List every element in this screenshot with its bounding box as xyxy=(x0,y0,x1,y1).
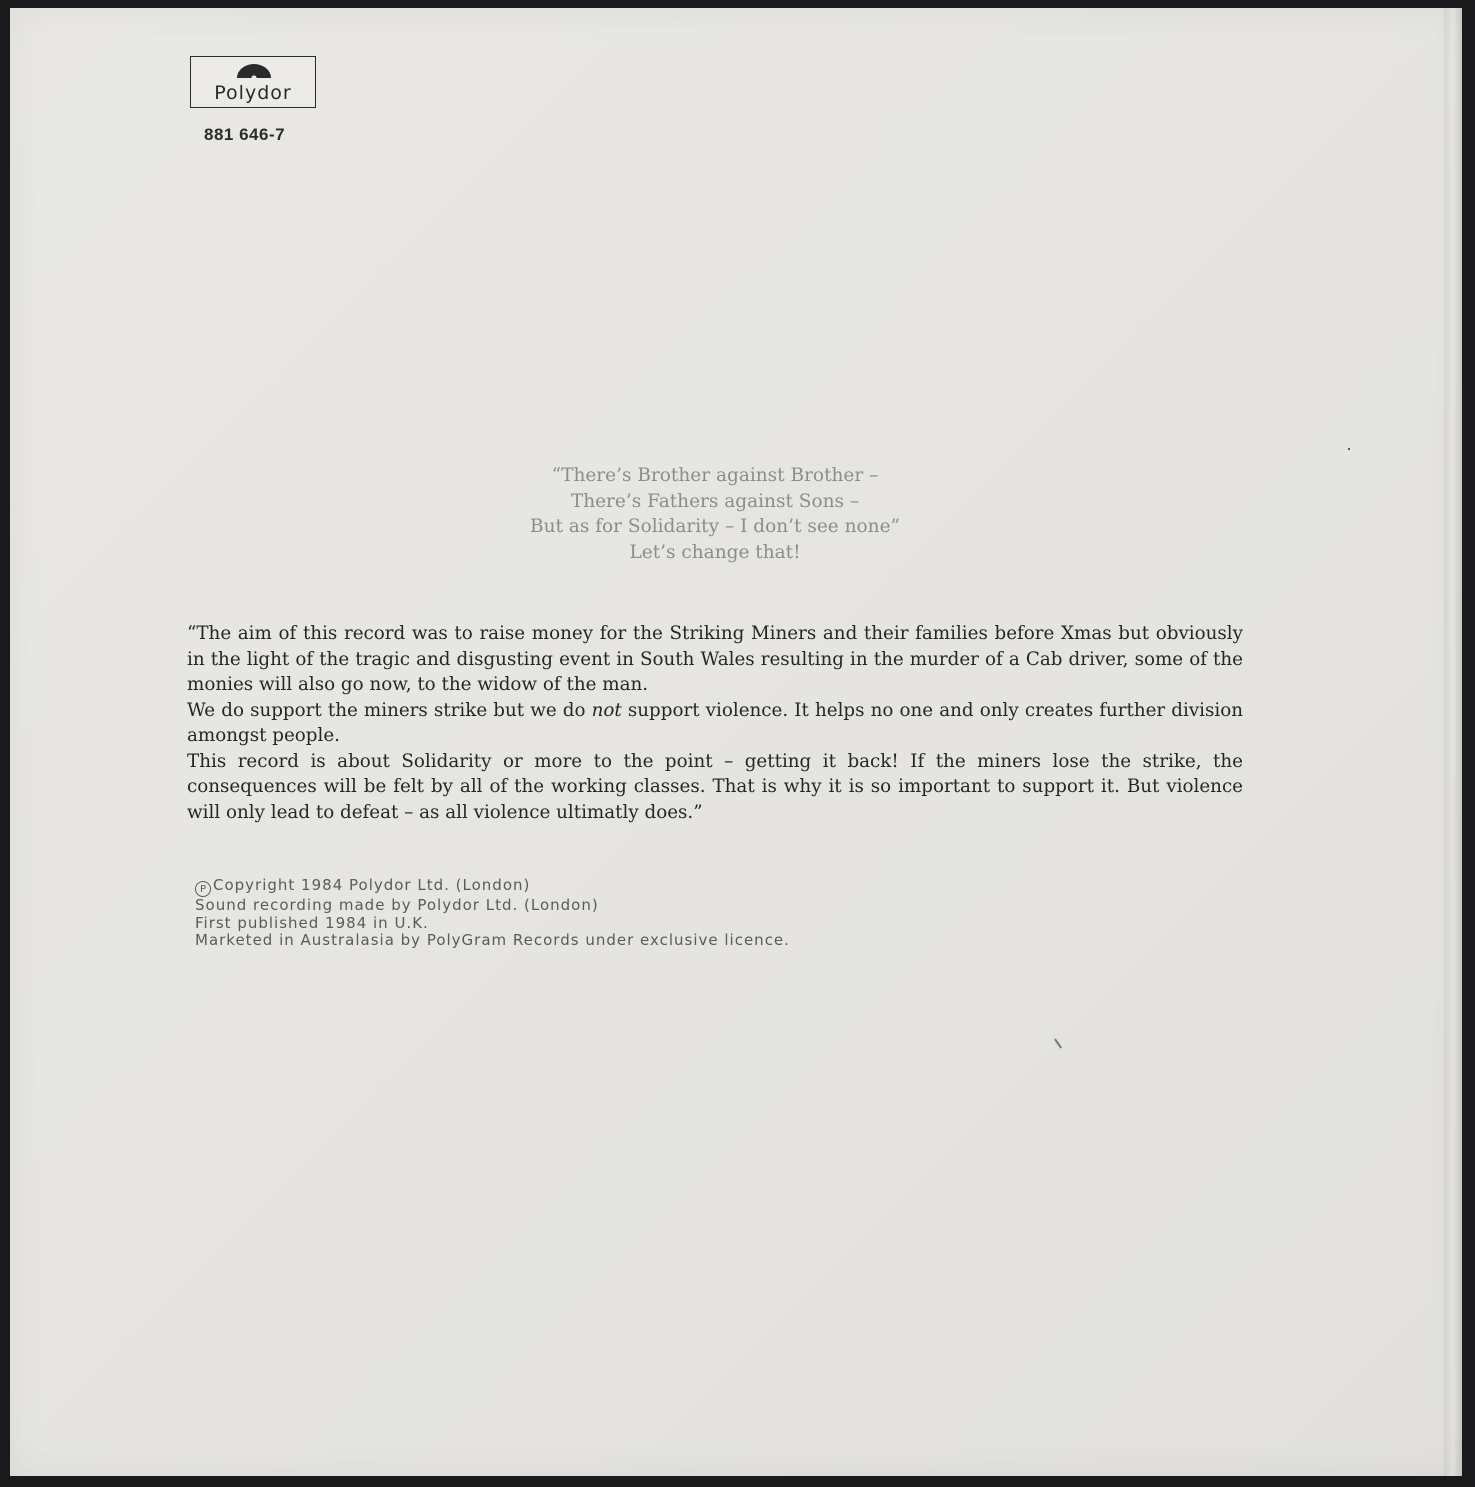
lyric-line: “There’s Brother against Brother – xyxy=(551,465,879,486)
sleeve-edge xyxy=(1444,8,1462,1476)
copyright-line xyxy=(195,877,790,897)
band-statement xyxy=(187,621,1243,825)
polydor-logo xyxy=(190,56,316,108)
statement-emphasis: not xyxy=(591,699,622,721)
copyright-notice xyxy=(195,877,790,950)
statement-paragraph: “The aim of this record was to raise money for the Striking Miners and their families before Xmas but obviously in the light of the tragic and disgusting event in South Wales resulting in the murder of a Cab driver, some of the monies will also go now, to the widow of the man. xyxy=(187,623,1243,695)
print-speck xyxy=(1054,1038,1062,1048)
record-sleeve-back xyxy=(10,8,1462,1476)
phonogram-copyright-icon: P xyxy=(195,881,211,897)
statement-paragraph xyxy=(187,698,1243,749)
logo-wordmark: Polydor xyxy=(214,82,292,104)
print-speck xyxy=(1348,448,1350,450)
copyright-text: Copyright 1984 Polydor Ltd. (London) xyxy=(213,876,531,894)
catalog-number: 881 646-7 xyxy=(204,125,286,144)
statement-paragraph: This record is about Solidarity or more to the point – getting it back! If the miners lose the strike, the consequences will be felt by all of the working classes. That is why it is so important to support it. But violence will only lead to defeat – as all violence ultimatly does.” xyxy=(187,750,1243,823)
licence-line: Marketed in Australasia by PolyGram Records under exclusive licence. xyxy=(195,931,790,949)
recording-line: Sound recording made by Polydor Ltd. (London) xyxy=(195,896,599,914)
publication-line: First published 1984 in U.K. xyxy=(195,913,429,932)
lyric-line: But as for Solidarity – I don’t see none” xyxy=(529,516,901,537)
lyric-line: There’s Fathers against Sons – xyxy=(570,490,860,512)
statement-text: We do support the miners strike but we do xyxy=(187,699,592,721)
lyric-line: Let’s change that! xyxy=(629,541,801,563)
statement-text: support violence. It helps no one and only creates further division amongst people. xyxy=(187,699,1244,746)
lyric-quote xyxy=(410,463,1020,565)
